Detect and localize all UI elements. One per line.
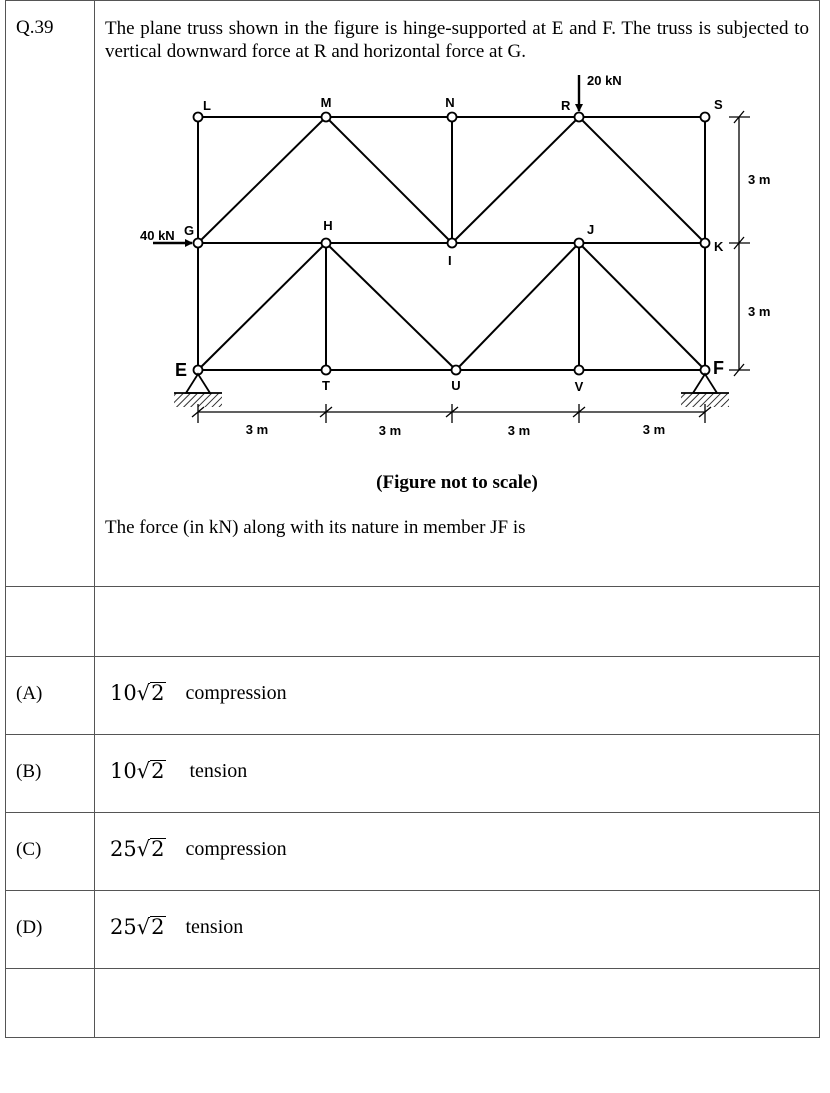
question-stem: The plane truss shown in the figure is hinge-supported at E and F. The truss is subjected to vertical downward force at R and horizontal force at G.: [105, 18, 809, 62]
label-R: R: [561, 98, 571, 113]
label-F: F: [713, 358, 724, 378]
option-value: 10√2: [110, 681, 165, 705]
option-value: 25√2: [110, 837, 165, 861]
option-nature: compression: [185, 837, 287, 860]
option-row-a[interactable]: [6, 657, 820, 735]
option-label: (A): [16, 683, 43, 704]
svg-text:3 m: 3 m: [748, 304, 771, 319]
joint-J: [575, 239, 584, 248]
label-K: K: [714, 239, 724, 254]
joint-R: [575, 113, 584, 122]
joint-H: [322, 239, 331, 248]
label-L: L: [203, 98, 211, 113]
joint-M: [322, 113, 331, 122]
joint-N: [448, 113, 457, 122]
label-H: H: [323, 218, 333, 233]
joint-V: [575, 366, 584, 375]
horizontal-dimension-labels: [246, 422, 665, 438]
vertical-dimension-labels: [748, 172, 770, 319]
svg-text:3 m: 3 m: [642, 422, 666, 437]
load-label-R: 20 kN: [587, 75, 622, 88]
support-F: [681, 374, 729, 407]
label-I: I: [448, 253, 452, 268]
label-T: T: [322, 378, 330, 393]
member-EH: [198, 243, 326, 370]
figure-caption: (Figure not to scale): [376, 472, 538, 493]
member-IR: [452, 117, 579, 243]
vertical-dimensions: [729, 111, 750, 376]
load-label-G: 40 kN: [140, 228, 175, 243]
option-row-d[interactable]: [6, 891, 820, 969]
spacer-row: [6, 587, 820, 657]
joint-I: [448, 239, 457, 248]
label-N: N: [445, 95, 455, 110]
option-row-b[interactable]: [6, 735, 820, 813]
label-U: U: [451, 378, 461, 393]
option-nature: compression: [185, 681, 287, 704]
spacer-cell-left: [6, 587, 95, 657]
label-M: M: [320, 95, 332, 110]
svg-text:3 m: 3 m: [378, 423, 402, 438]
truss-figure: [105, 75, 805, 455]
svg-text:3 m: 3 m: [748, 172, 771, 187]
member-JF: [579, 243, 705, 370]
member-RK: [579, 117, 705, 243]
member-GM: [198, 117, 326, 243]
question-number-cell: [6, 1, 95, 587]
svg-text:3 m: 3 m: [507, 423, 531, 438]
question-row: [6, 1, 820, 587]
question-prompt: The force (in kN) along with its nature in member JF is: [105, 517, 526, 538]
member-HU: [326, 243, 456, 370]
option-value: 10√2: [110, 759, 165, 783]
label-J: J: [587, 222, 595, 237]
member-UJ: [456, 243, 579, 370]
label-V: V: [574, 379, 584, 394]
svg-text:3 m: 3 m: [245, 422, 269, 437]
option-row-c[interactable]: [6, 813, 820, 891]
joint-G: [194, 239, 203, 248]
question-body-cell: [95, 1, 820, 587]
option-label: (D): [16, 917, 43, 938]
option-nature: tension: [185, 915, 244, 938]
spacer-cell-right: [95, 587, 820, 657]
question-number: Q.39: [16, 17, 54, 38]
option-nature: tension: [189, 759, 248, 782]
joint-S: [701, 113, 710, 122]
bottom-spacer-row: [6, 969, 820, 1038]
horizontal-dimensions: [192, 404, 711, 423]
option-label: (B): [16, 761, 42, 782]
member-MI: [326, 117, 452, 243]
label-E: E: [175, 360, 188, 380]
joint-K: [701, 239, 710, 248]
option-label: (C): [16, 839, 42, 860]
joint-U: [452, 366, 461, 375]
label-G: G: [184, 223, 195, 238]
label-S: S: [714, 97, 723, 112]
question-table: [5, 0, 820, 1038]
option-value: 25√2: [110, 915, 165, 939]
joint-L: [194, 113, 203, 122]
joint-T: [322, 366, 331, 375]
